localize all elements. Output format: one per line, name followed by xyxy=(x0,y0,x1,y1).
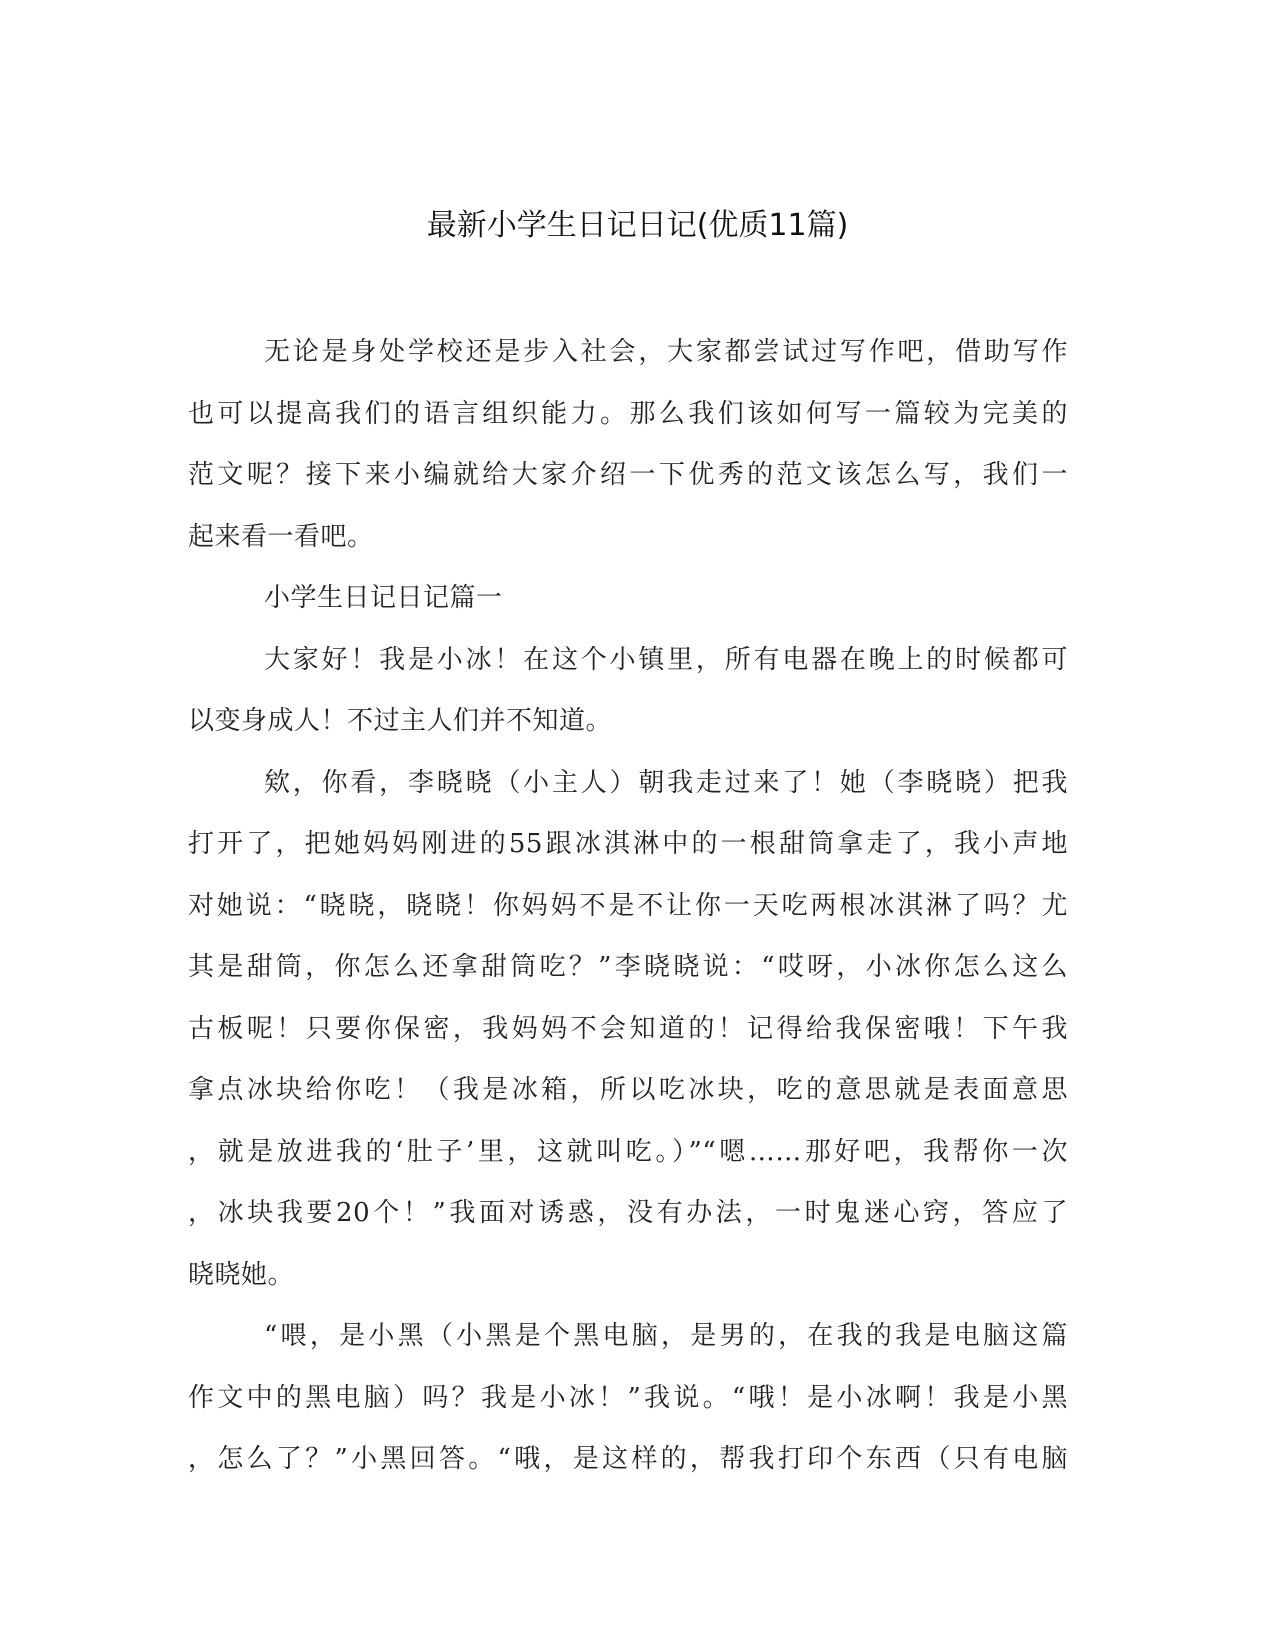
text-line: ，冰块我要20个！”我面对诱惑，没有办法，一时鬼迷心窍，答应了 xyxy=(188,1198,1068,1228)
document-body xyxy=(188,322,1068,1491)
text-line: “喂，是小黑（小黑是个黑电脑，是男的，在我的我是电脑这篇 xyxy=(264,1321,1068,1351)
text-line: 大家好！我是小冰！在这个小镇里，所有电器在晚上的时候都可 xyxy=(264,644,1068,675)
text-line: 拿点冰块给你吃！（我是冰箱，所以吃冰块，吃的意思就是表面意思 xyxy=(188,1075,1068,1105)
text-line: ，怎么了？”小黑回答。“哦，是这样的，帮我打印个东西（只有电脑 xyxy=(188,1444,1068,1474)
document-title: 最新小学生日记日记(优质11篇) xyxy=(426,208,849,243)
text-line: 其是甜筒，你怎么还拿甜筒吃？”李晓晓说：“哎呀，小冰你怎么这么 xyxy=(188,952,1068,982)
text-line: 无论是身处学校还是步入社会，大家都尝试过写作吧，借助写作 xyxy=(264,337,1068,367)
text-line: 起来看一看吧。 xyxy=(188,521,374,552)
text-line: 小学生日记日记篇一 xyxy=(264,583,503,613)
text-line: 也可以提高我们的语言组织能力。那么我们该如何写一篇较为完美的 xyxy=(188,398,1068,429)
text-line: 打开了，把她妈妈刚进的55跟冰淇淋中的一根甜筒拿走了，我小声地 xyxy=(188,829,1068,859)
text-line: 晓晓她。 xyxy=(188,1259,295,1290)
text-line: 对她说：“晓晓，晓晓！你妈妈不是不让你一天吃两根冰淇淋了吗？尤 xyxy=(188,890,1068,921)
text-line: 以变身成人！不过主人们并不知道。 xyxy=(188,706,613,736)
text-line: ，就是放进我的‘肚子’里，这就叫吃。）”“嗯……那好吧，我帮你一次 xyxy=(188,1136,1068,1167)
text-line: 作文中的黑电脑）吗？我是小冰！”我说。“哦！是小冰啊！我是小黑 xyxy=(188,1382,1068,1413)
text-line: 范文呢？接下来小编就给大家介绍一下优秀的范文该怎么写，我们一 xyxy=(188,460,1068,490)
text-line: 欸，你看，李晓晓（小主人）朝我走过来了！她（李晓晓）把我 xyxy=(264,767,1068,798)
text-line: 古板呢！只要你保密，我妈妈不会知道的！记得给我保密哦！下午我 xyxy=(188,1013,1068,1044)
